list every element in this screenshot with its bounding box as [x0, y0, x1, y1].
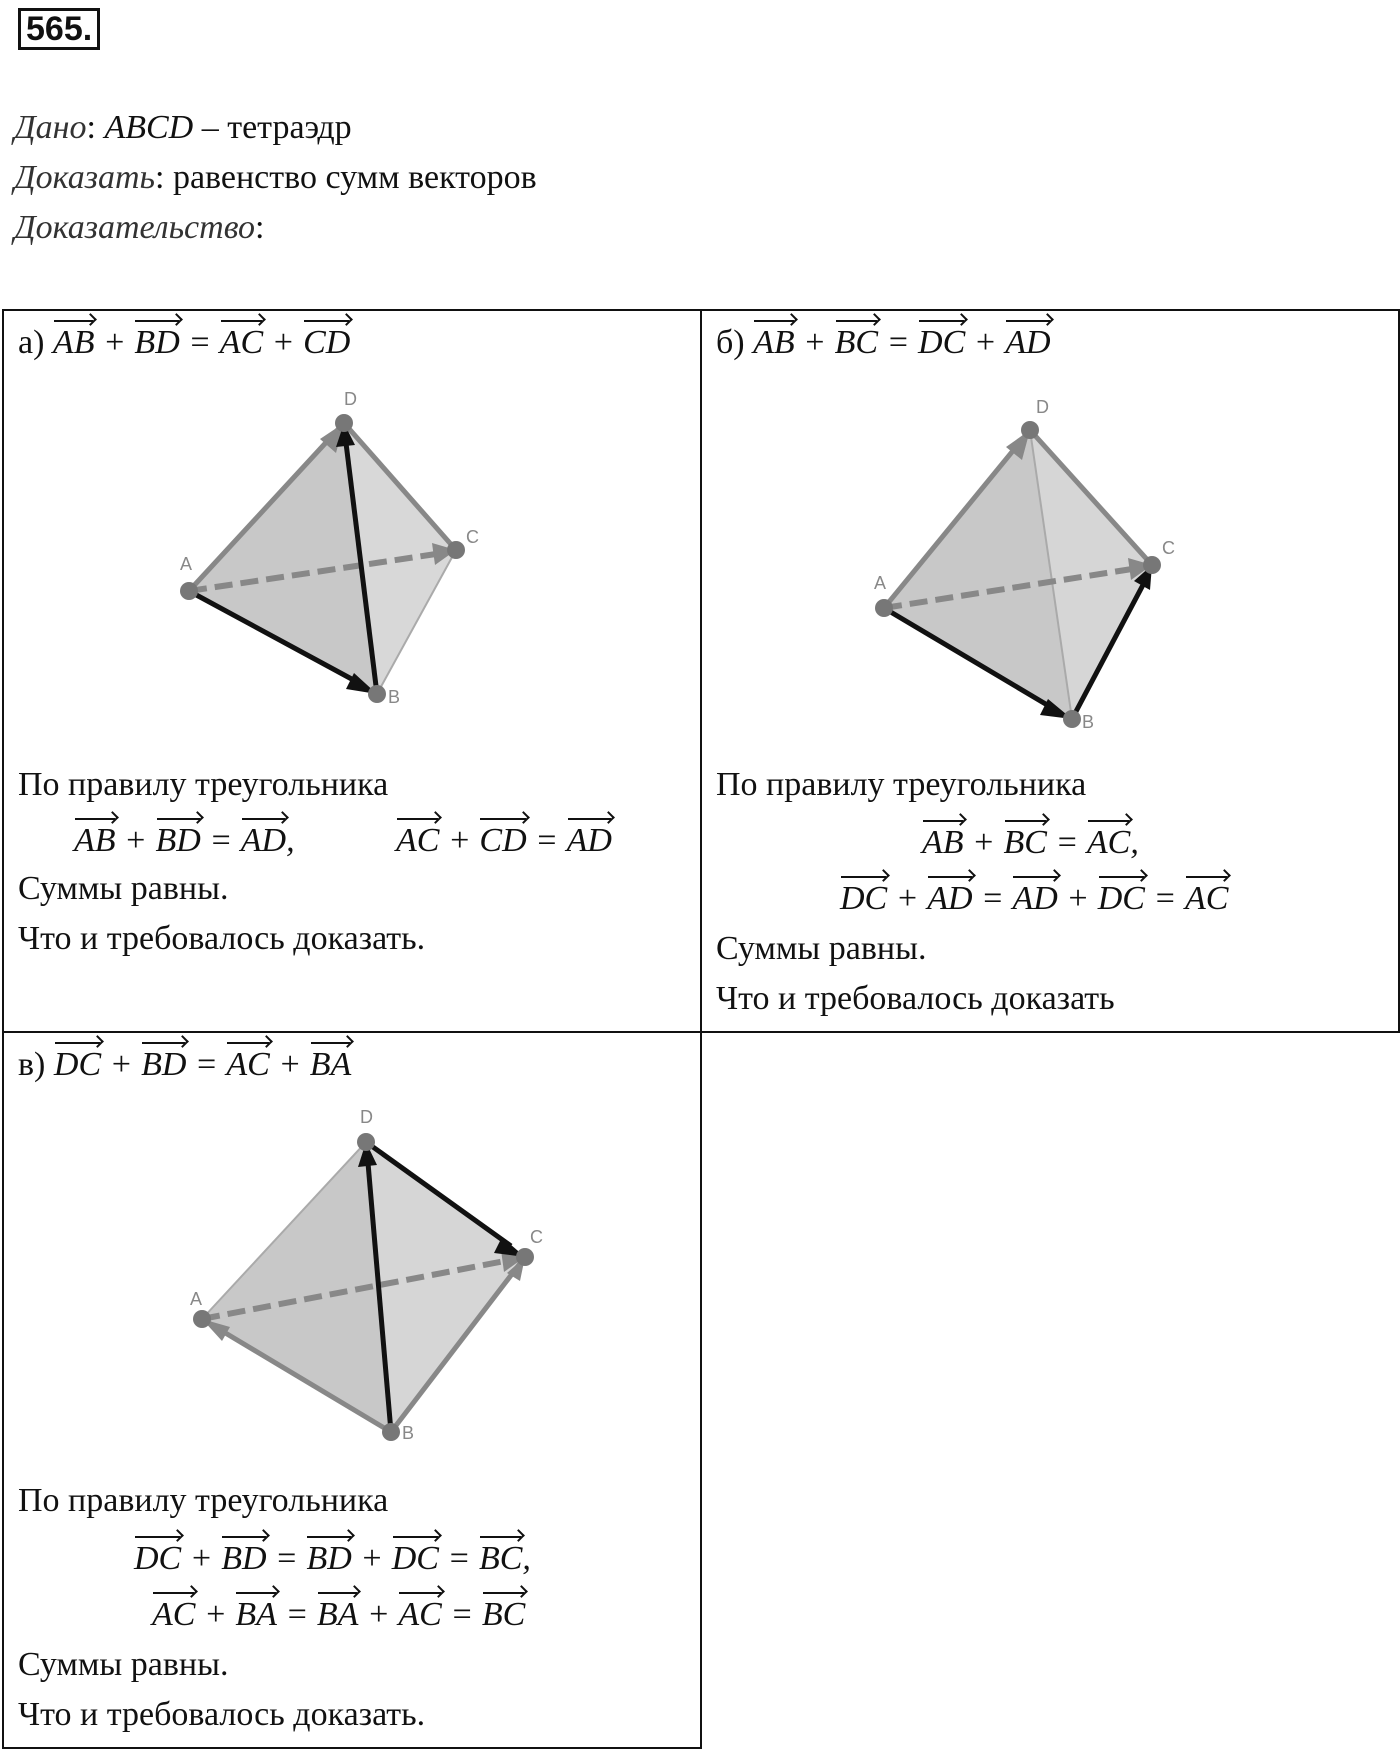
- vector: CD: [479, 815, 526, 861]
- part-c-cell: [2, 1031, 702, 1749]
- vector: AD: [567, 815, 612, 861]
- prove-text: равенство сумм векторов: [172, 159, 537, 196]
- vector: AB: [753, 317, 795, 363]
- part-b-rule: По правилу треугольника: [716, 766, 1087, 803]
- part-c-rule: По правилу треугольника: [18, 1482, 389, 1519]
- vector: DC: [840, 873, 887, 919]
- problem-number: 565.: [18, 8, 100, 50]
- given-value: ABCD: [104, 109, 194, 146]
- part-b-eq1: AB + BC = AC,: [922, 817, 1139, 863]
- vector: DC: [134, 1533, 181, 1579]
- vector: AC: [220, 317, 263, 363]
- part-b-sums: Суммы равны.: [716, 930, 927, 967]
- part-b-cell: [700, 309, 1400, 1033]
- part-c-eq2: AC + BA = BA + AC = BC: [152, 1589, 525, 1635]
- vector: AC: [226, 1039, 269, 1085]
- part-c-statement: в) DC + BD = AC + BA: [18, 1039, 351, 1085]
- vector: CD: [303, 317, 350, 363]
- vector: BD: [221, 1533, 266, 1579]
- vector: BA: [317, 1589, 359, 1635]
- vector: AD: [927, 873, 972, 919]
- part-b-qed: Что и требовалось доказать: [716, 980, 1115, 1017]
- vector: AC: [1087, 817, 1130, 863]
- part-b-statement: б) AB + BC = DC + AD: [716, 317, 1051, 363]
- vector: AD: [1005, 317, 1050, 363]
- vertex-label-b: B: [1082, 712, 1095, 731]
- part-c-eq1: DC + BD = BD + DC = BC,: [134, 1533, 531, 1579]
- part-c-qed: Что и требовалось доказать.: [18, 1696, 426, 1733]
- vertex-label-d: D: [344, 389, 357, 409]
- tetrahedron-figure-a: [154, 361, 554, 721]
- vector: BD: [306, 1533, 351, 1579]
- vector: BD: [134, 317, 179, 363]
- vertex-label-a: A: [190, 1289, 203, 1309]
- vertex-label-c: C: [530, 1227, 543, 1247]
- part-b-eq2: DC + AD = AD + DC = AC: [840, 873, 1228, 919]
- vector: DC: [392, 1533, 439, 1579]
- vector: DC: [1098, 873, 1145, 919]
- part-a-statement: а) AB + BD = AC + CD: [18, 317, 350, 363]
- vector: BD: [141, 1039, 186, 1085]
- vector: BC: [479, 1533, 522, 1579]
- part-a-eq2: AC + CD = AD: [396, 815, 612, 861]
- vector: AD: [1012, 873, 1057, 919]
- vector: AC: [398, 1589, 441, 1635]
- vector: AC: [396, 815, 439, 861]
- part-a-sums: Суммы равны.: [18, 870, 229, 907]
- vertex-label-d: D: [360, 1107, 373, 1127]
- tetrahedron-figure-b: [772, 371, 1192, 731]
- vector: AC: [152, 1589, 195, 1635]
- vertex-label-c: C: [466, 527, 479, 547]
- vector: BA: [310, 1039, 352, 1085]
- vector: AC: [1185, 873, 1228, 919]
- vector: DC: [54, 1039, 101, 1085]
- given-text: – тетраэдр: [201, 109, 352, 146]
- vector: BD: [156, 815, 201, 861]
- proof-label: Доказательство: [14, 209, 256, 246]
- tetrahedron-figure-c: [154, 1093, 574, 1453]
- part-a-eq1: AB + BD = AD,: [74, 815, 295, 861]
- vector: AB: [74, 815, 116, 861]
- prove-line: Доказать: равенство сумм векторов: [14, 159, 537, 196]
- vertex-label-a: A: [874, 573, 887, 593]
- vector: BC: [835, 317, 878, 363]
- vertex-label-c: C: [1162, 538, 1175, 558]
- vector: AD: [241, 815, 286, 861]
- vector: AB: [922, 817, 964, 863]
- proof-line: Доказательство:: [14, 209, 265, 246]
- part-a-qed: Что и требовалось доказать.: [18, 920, 426, 957]
- vertex-label-b: B: [402, 1423, 415, 1443]
- vector: BA: [235, 1589, 277, 1635]
- part-c-sums: Суммы равны.: [18, 1646, 229, 1683]
- given-line: Дано: ABCD – тетраэдр: [14, 109, 352, 146]
- part-a-cell: [2, 309, 702, 1033]
- vector: DC: [918, 317, 965, 363]
- part-a-rule: По правилу треугольника: [18, 766, 389, 803]
- given-label: Дано: [14, 109, 87, 146]
- vertex-label-b: B: [388, 687, 401, 707]
- vector: BC: [1004, 817, 1047, 863]
- proof-table: [2, 309, 1398, 1749]
- vertex-label-a: A: [180, 554, 193, 574]
- vector: BC: [482, 1589, 525, 1635]
- prove-label: Доказать: [14, 159, 155, 196]
- vertex-label-d: D: [1036, 397, 1049, 417]
- vector: AB: [53, 317, 95, 363]
